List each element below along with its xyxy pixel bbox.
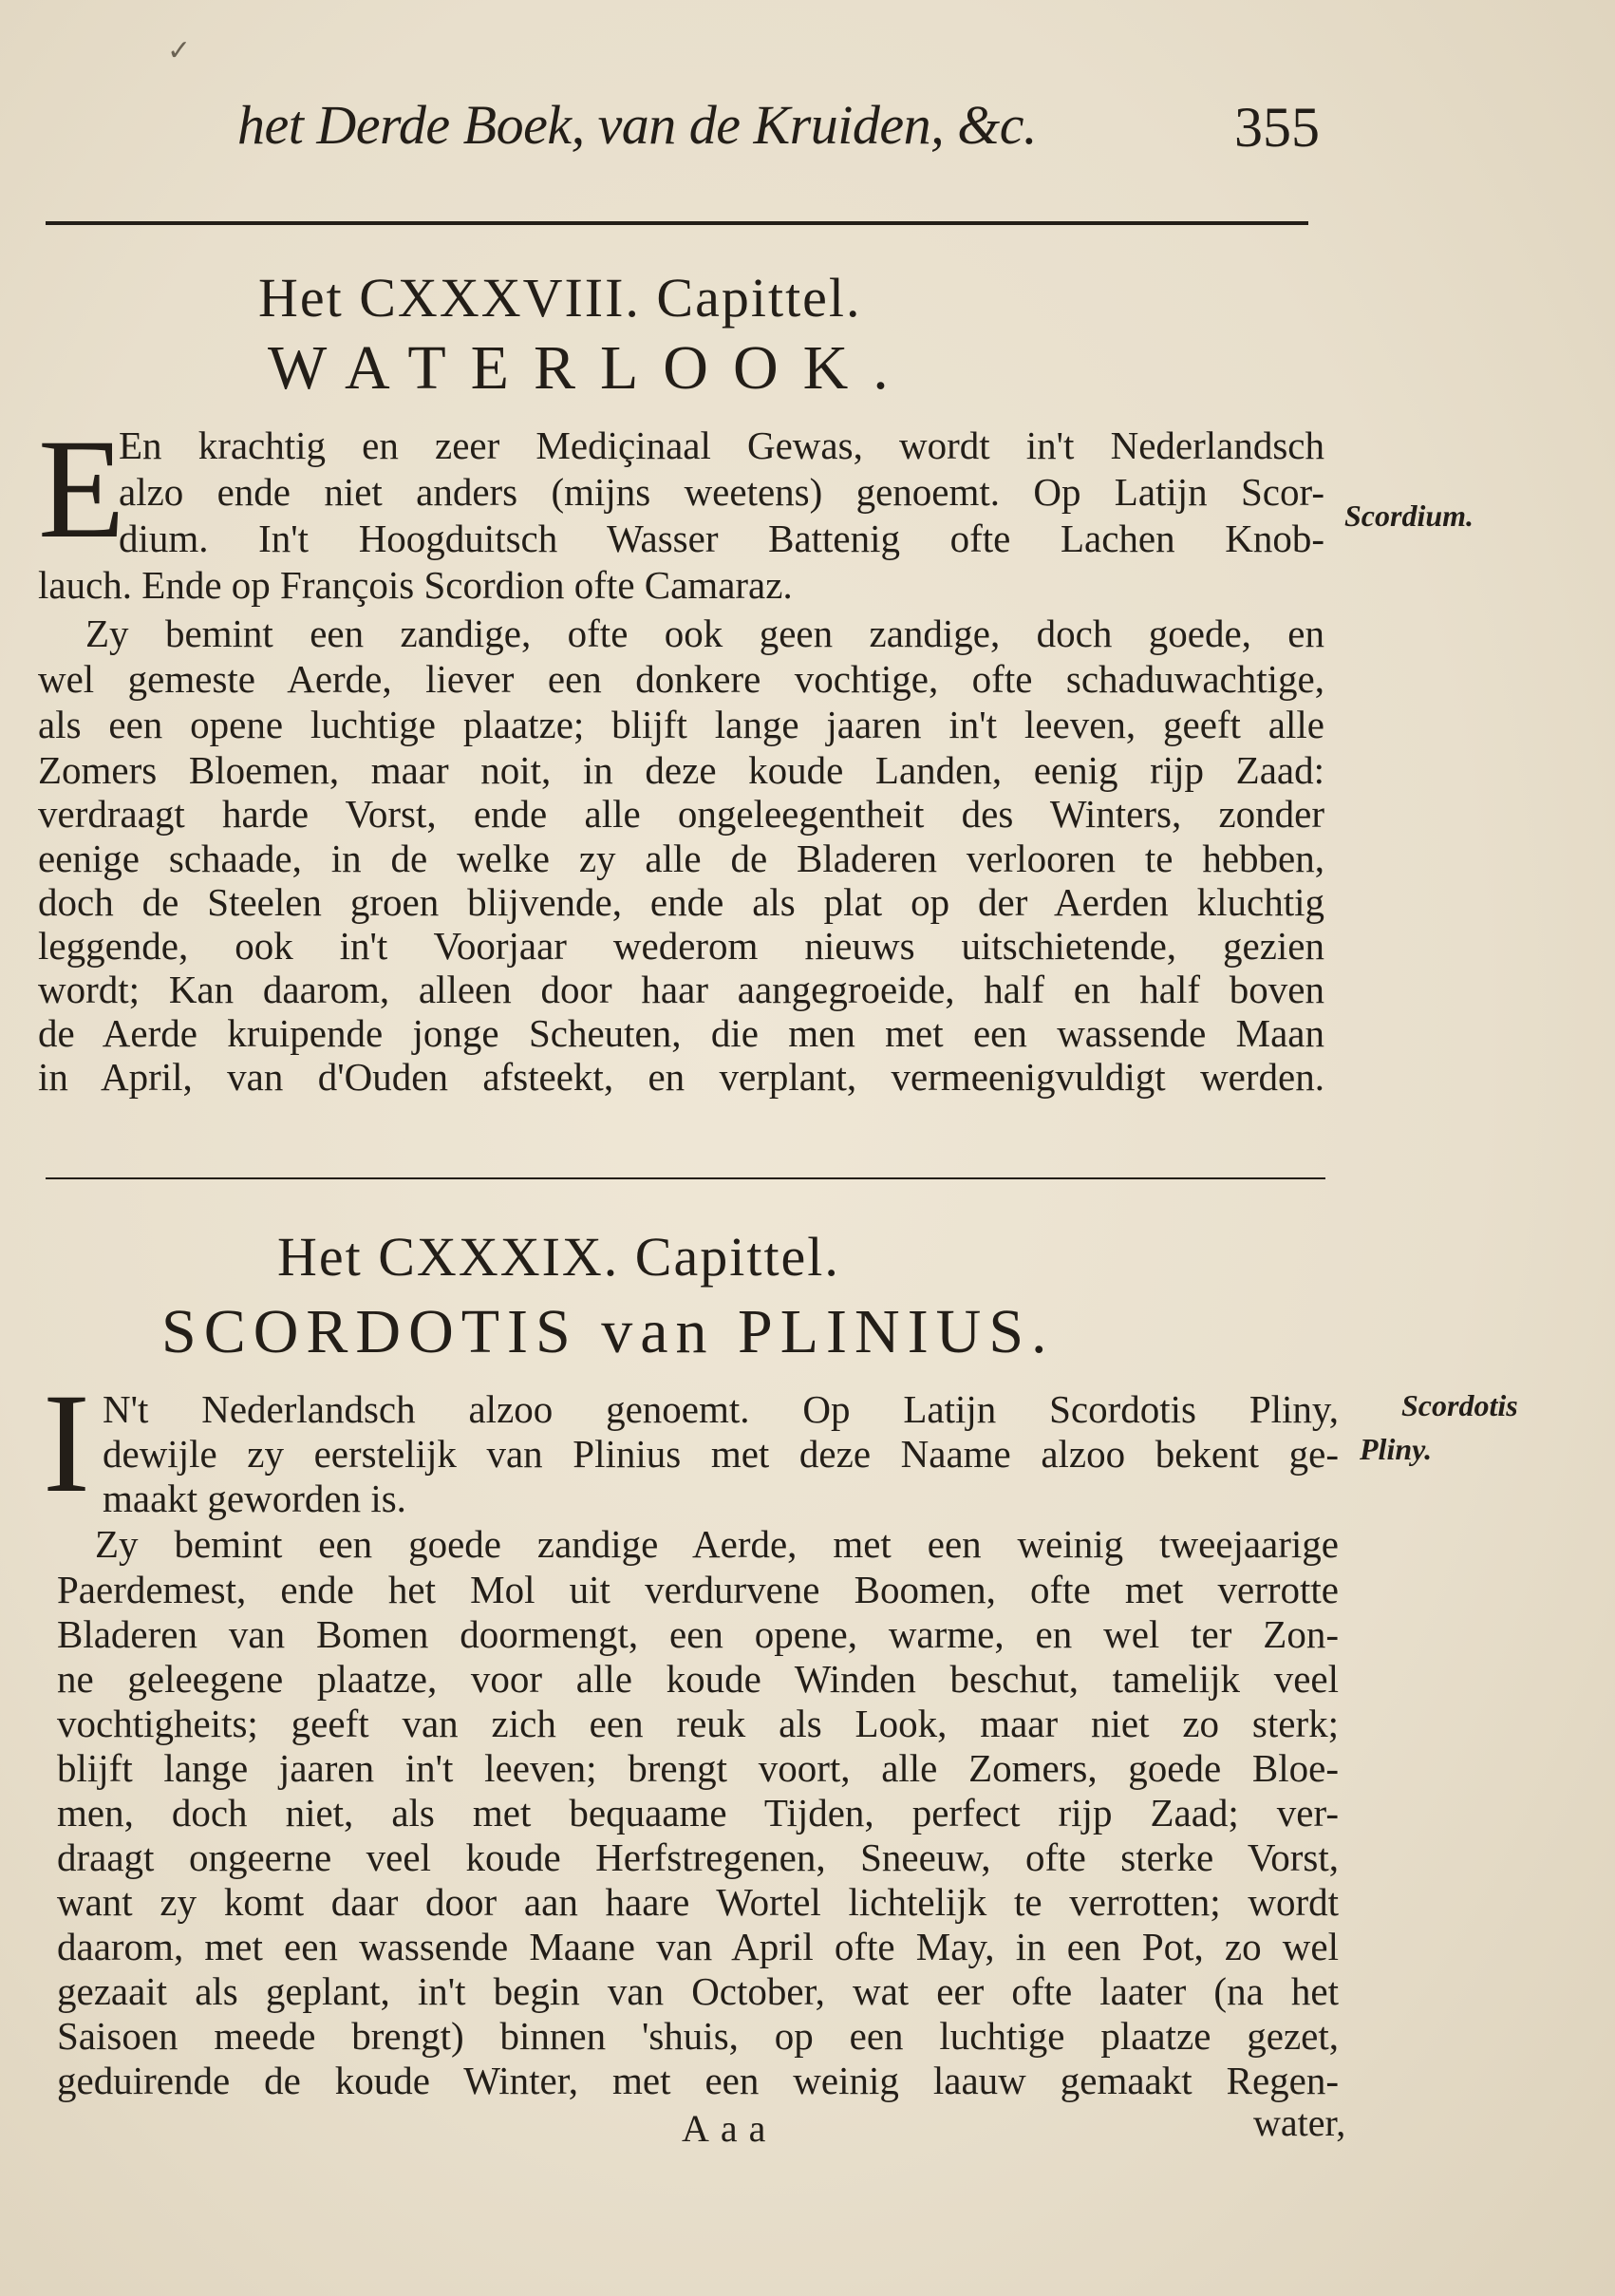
text-line: daarom, met een wassende Maane van April ofte May, in een Pot, zo wel [57, 1925, 1339, 1968]
chapter-title: WATERLOOK. [268, 333, 913, 403]
text-line: maakt geworden is. [103, 1477, 406, 1520]
catchword: water, [1253, 2101, 1346, 2144]
text-line: N't Nederlandsch alzoo genoemt. Op Latijn Scordotis Pliny, [103, 1387, 1339, 1431]
text-line: leggende, ook in't Voorjaar wederom nieuws uitschietende, gezien [38, 924, 1324, 968]
text-line: wel gemeste Aerde, liever een donkere vochtige, ofte schaduwachtige, [38, 657, 1324, 701]
text-line: blijft lange jaaren in't leeven; brengt voort, alle Zomers, goede Bloe- [57, 1746, 1339, 1790]
text-line: de Aerde kruipende jonge Scheuten, die men met een wassende Maan [38, 1011, 1324, 1055]
text-line: verdraagt harde Vorst, ende alle ongeleegentheit des Winters, zonder [38, 792, 1324, 836]
text-line: in April, van d'Ouden afsteekt, en verplant, vermeenigvuldigt werden. [38, 1055, 1324, 1099]
text-line: vochtigheits; geeft van zich een reuk als Look, maar niet zo sterk; [57, 1702, 1339, 1745]
signature-mark: Aaa [682, 2107, 778, 2150]
text-line: lauch. Ende op François Scordion ofte Camaraz. [38, 563, 793, 607]
text-line: En krachtig en zeer Mediçinaal Gewas, wordt in't Nederlandsch [119, 423, 1324, 467]
text-line: dium. In't Hoogduitsch Wasser Battenig ofte Lachen Knob- [119, 517, 1324, 560]
chapter-heading: Het CXXXVIII. Capittel. [258, 267, 862, 329]
margin-note: Scordium. [1344, 499, 1474, 533]
chapter-title: SCORDOTIS van PLINIUS. [161, 1297, 1055, 1366]
page-number: 355 [1234, 96, 1320, 159]
section-rule [46, 1177, 1325, 1179]
text-line: men, doch niet, als met bequaame Tijden, perfect rijp Zaad; ver- [57, 1791, 1339, 1835]
text-line: wordt; Kan daarom, alleen door haar aangegroeide, half en half boven [38, 968, 1324, 1011]
header-rule [46, 221, 1308, 225]
text-line: als een opene luchtige plaatze; blijft lange jaaren in't leeven, geeft alle [38, 703, 1324, 746]
text-line: geduirende de koude Winter, met een weinig laauw gemaakt Regen- [57, 2059, 1339, 2102]
drop-capital: I [43, 1364, 90, 1522]
text-line: alzo ende niet anders (mijns weetens) genoemt. Op Latijn Scor- [119, 470, 1324, 514]
pencil-mark: ✓ [167, 34, 192, 67]
text-line: Zy bemint een zandige, ofte ook geen zandige, doch goede, en [85, 612, 1324, 655]
text-line: eenige schaade, in de welke zy alle de Bladeren verlooren te hebben, [38, 837, 1324, 880]
text-line: Saisoen meede brengt) binnen 'shuis, op een luchtige plaatze gezet, [57, 2014, 1339, 2058]
text-line: dewijle zy eerstelijk van Plinius met deze Naame alzoo bekent ge- [103, 1432, 1339, 1476]
text-line: Bladeren van Bomen doormengt, een opene, warme, en wel ter Zon- [57, 1612, 1339, 1656]
text-line: want zy komt daar door aan haare Wortel lichtelijk te verrotten; wordt [57, 1880, 1339, 1924]
running-title: het Derde Boek, van de Kruiden, &c. [237, 94, 1038, 156]
text-line: ne geleegene plaatze, voor alle koude Winden beschut, tamelijk veel [57, 1657, 1339, 1701]
text-line: Zy bemint een goede zandige Aerde, met een weinig tweejaarige [95, 1522, 1339, 1566]
text-line: gezaait als geplant, in't begin van October, wat eer ofte laater (na het [57, 1969, 1339, 2013]
margin-note: Pliny. [1360, 1432, 1433, 1466]
chapter-heading: Het CXXXIX. Capittel. [277, 1226, 840, 1288]
drop-capital: E [38, 410, 125, 568]
text-line: Zomers Bloemen, maar noit, in deze koude Landen, eenig rijp Zaad: [38, 748, 1324, 792]
margin-note: Scordotis [1401, 1388, 1518, 1422]
text-line: draagt ongeerne veel koude Herfstregenen, Sneeuw, ofte sterke Vorst, [57, 1835, 1339, 1879]
text-line: Paerdemest, ende het Mol uit verdurvene Boomen, ofte met verrotte [57, 1568, 1339, 1611]
text-line: doch de Steelen groen blijvende, ende als plat op der Aerden kluchtig [38, 880, 1324, 924]
